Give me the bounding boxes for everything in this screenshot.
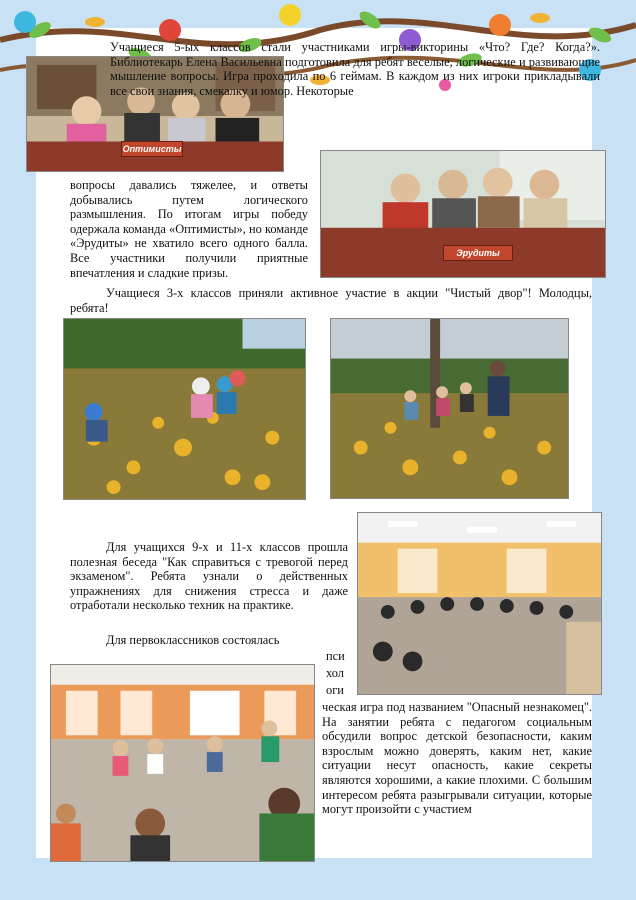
photo-quiz-team-erudites <box>320 150 606 278</box>
team-sign-optimists: Оптимисты <box>121 141 183 157</box>
word-fragment-3: оги <box>326 683 344 697</box>
paragraph-quiz-intro: Учащиеся 5-ых классов стали участниками игры-викторины «Что? Где? Когда?». Библиотекарь Елена Васильевна подготовила для ребят веселые, логические и развивающие мышление вопросы. Игра проходила по 6 геймам. В каждом из них игроки прикладывали все свои знания, смекалку и юмор. Некоторые <box>110 40 600 98</box>
photo-clean-yard-children <box>63 318 306 500</box>
photo-exam-anxiety-talk <box>357 512 602 695</box>
paragraph-dangerous-stranger: ческая игра под названием "Опасный незнакомец". На занятии ребята с педагогом социальным обсудили вопрос детской безопасности, каким взрослым можно доверять, каким нет, какие ситуации несут опасность, какие секреты являются хорошими, а какие плохими. С большим интересом ребята разыгрывали ситуации, которые могут произойти с участием <box>322 700 592 817</box>
word-fragment-2: хол <box>326 666 344 680</box>
paragraph-quiz-results: вопросы давались тяжелее, и ответы добывались путем логического размышления. По итогам игры победу одержала команда «Оптимисты», но команде «Эрудиты» не хватило всего одного балла. Все участники получили приятные впечатления и сладкие призы. <box>70 178 308 280</box>
photo-clean-yard-teacher <box>330 318 569 499</box>
word-fragment-1: пси <box>326 649 345 663</box>
paragraph-exam-anxiety: Для учащихся 9-х и 11-х классов прошла полезная беседа "Как справиться с тревогой перед экзаменом". Ребята узнали о действенных упражнениях для снижения стресса и даже отработали несколько техник на практике. <box>70 540 348 613</box>
paragraph-clean-yard: Учащиеся 3-х классов приняли активное участие в акции "Чистый двор"! Молодцы, ребята! <box>70 286 592 315</box>
team-sign-erudites: Эрудиты <box>443 245 513 261</box>
photo-dangerous-stranger-game <box>50 664 315 862</box>
paragraph-first-graders-start: Для первоклассников состоялась <box>106 633 280 647</box>
